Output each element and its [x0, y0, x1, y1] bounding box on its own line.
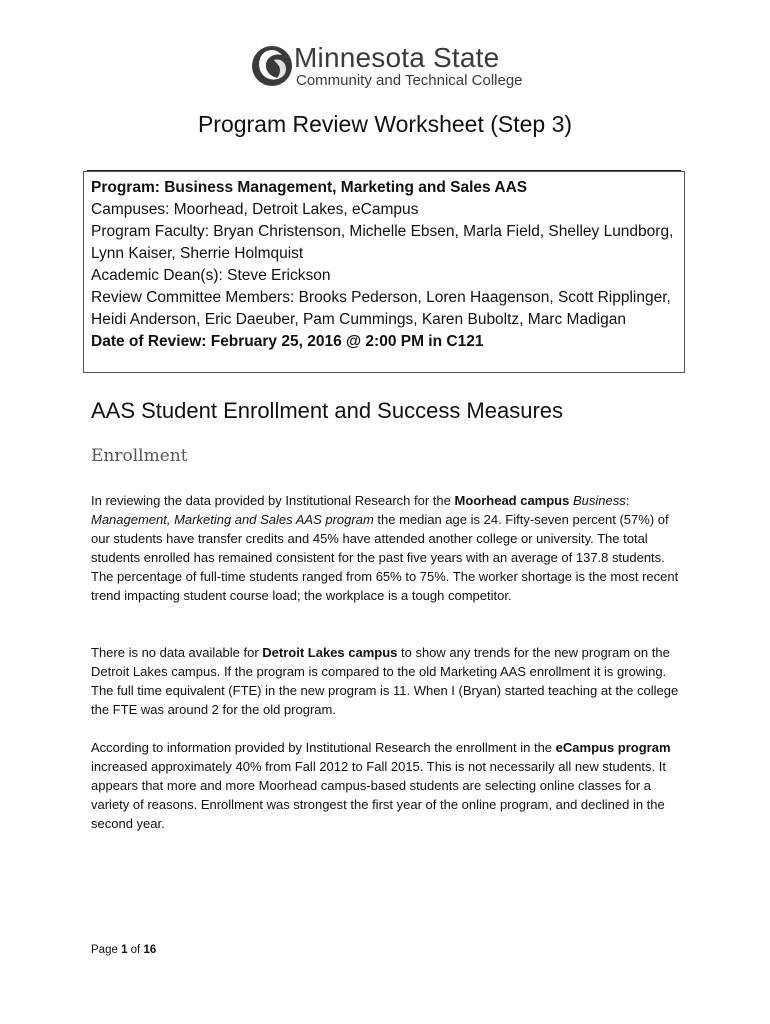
page-footer	[91, 944, 156, 956]
text-run: to show any trends for the new program on the Detroit Lakes campus. If the program is compared to the old Marketing AAS enrollment it is growing. The full time equivalent (FTE) in the new program is 11. When I (Bryan) started teaching at the college the FTE was around 2 for the old program.	[91, 645, 679, 717]
italic-run: Management, Marketing and Sales AAS program	[91, 512, 374, 527]
campuses: Campuses: Moorhead, Detroit Lakes, eCampus	[91, 201, 419, 218]
college-logo-icon	[250, 44, 294, 88]
logo-name: Minnesota State	[294, 42, 500, 73]
text-run: In reviewing the data provided by Institutional Research for the	[91, 493, 455, 508]
bold-run: Detroit Lakes campus	[262, 645, 398, 660]
college-logo	[250, 42, 540, 92]
program-name: Program: Business Management, Marketing and Sales AAS	[91, 179, 528, 196]
paragraph-ecampus	[91, 738, 681, 833]
program-info-content	[91, 177, 676, 353]
review-date: Date of Review: February 25, 2016 @ 2:00 PM in C121	[91, 333, 484, 350]
text-run: There is no data available for	[91, 645, 263, 660]
text-run: the median age is 24. Fifty-seven percent (57%) of our students have transfer credits and 45% have attended another college or university. The total students enrolled has remained consistent for the past five years with an average of 137.8 students. The percentage of full-time students ranged from 65% to 75%. The worker shortage is the most recent trend impacting student course load; the workplace is a tough competitor.	[91, 512, 679, 603]
page-total: 16	[143, 944, 157, 956]
italic-run: Business	[569, 493, 626, 508]
logo-subtitle: Community and Technical College	[296, 72, 523, 89]
subheading-enrollment: Enrollment	[91, 446, 188, 466]
text-run: increased approximately 40% from Fall 2012 to Fall 2015. This is not necessarily all new students. It appears that more and more Moorhead campus-based students are selecting online classes for a variety of reasons. Enrollment was strongest the first year of the online program, and declined in the second year.	[91, 759, 666, 831]
program-faculty: Program Faculty: Bryan Christenson, Michelle Ebsen, Marla Field, Shelley Lundborg, Lynn Kaiser, Sherrie Holmquist	[91, 223, 674, 262]
footer-prefix: Page	[91, 944, 122, 956]
paragraph-detroit-lakes	[91, 643, 681, 719]
review-committee: Review Committee Members: Brooks Pederson, Loren Haagenson, Scott Ripplinger, Heidi Anderson, Eric Daeuber, Pam Cummings, Karen Buboltz, Marc Madigan	[91, 289, 671, 328]
bold-run: Moorhead campus	[454, 493, 570, 508]
text-run: According to information provided by Institutional Research the enrollment in the	[91, 740, 556, 755]
academic-dean: Academic Dean(s): Steve Erickson	[91, 267, 331, 284]
section-heading: AAS Student Enrollment and Success Measures	[91, 398, 564, 423]
paragraph-moorhead	[91, 491, 681, 605]
footer-of: of	[127, 944, 144, 956]
bold-run: eCampus program	[555, 740, 671, 755]
text-run: :	[625, 493, 630, 508]
page-title: Program Review Worksheet (Step 3)	[197, 111, 573, 137]
page-number: 1	[121, 944, 128, 956]
